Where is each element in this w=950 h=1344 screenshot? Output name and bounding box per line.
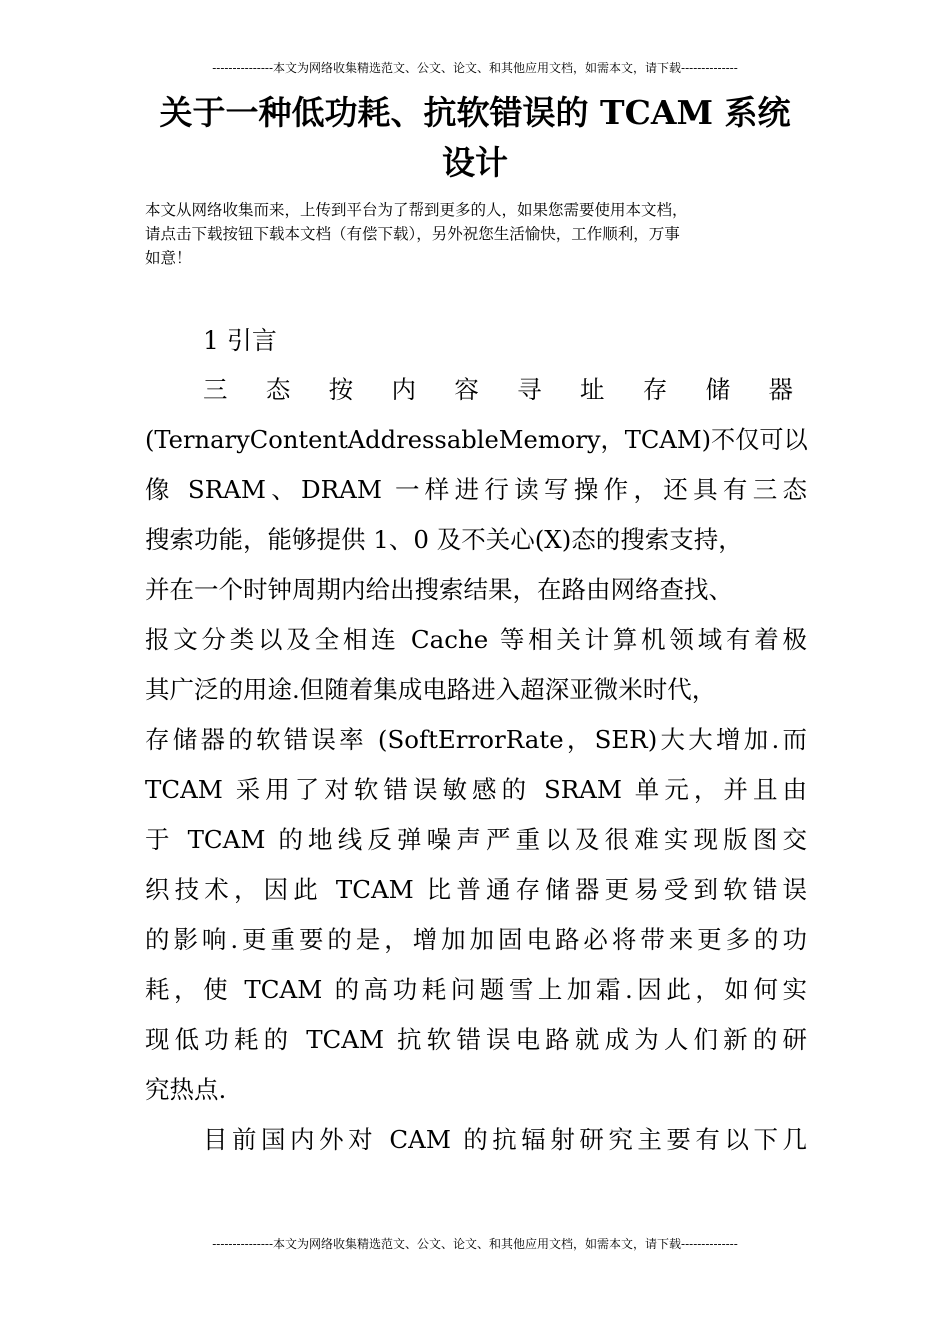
paragraph-line: 究热点. [145, 1075, 227, 1104]
notice-line: 请点击下载按钮下载本文档（有偿下载），另外祝您生活愉快，工作顺利，万事 [145, 225, 680, 243]
paragraph-line: 于 TCAM 的地线反弹噪声严重以及很难实现版图交 [145, 825, 807, 854]
paragraph-line: 其广泛的用途.但随着集成电路进入超深亚微米时代， [145, 675, 717, 704]
notice-line: 如意！ [145, 249, 192, 267]
paragraph-line: 的影响.更重要的是，增加加固电路必将带来更多的功 [145, 925, 807, 954]
section-heading: 1 引言 [203, 326, 277, 355]
paragraph-line: 耗，使 TCAM 的高功耗问题雪上加霜.因此，如何实 [145, 975, 807, 1004]
paragraph-line: 搜索功能，能够提供 1、0 及不关心(X)态的搜索支持， [145, 525, 743, 554]
page-header: ---------------本文为网络收集精选范文、公文、论文、和其他应用文档，如需本文，请下载-------------- [212, 61, 738, 75]
paragraph-line: 现低功耗的 TCAM 抗软错误电路就成为人们新的研 [145, 1025, 807, 1054]
paragraph-line: 目前国内外对 CAM 的抗辐射研究主要有以下几 [203, 1125, 807, 1154]
paragraph-line: 报文分类以及全相连 Cache 等相关计算机领域有着极 [145, 625, 807, 654]
download-notice [145, 198, 807, 270]
paragraph-line: 并在一个时钟周期内给出搜索结果，在路由网络查找、 [145, 575, 733, 604]
document-title: 关于一种低功耗、抗软错误的 TCAM 系统设计 [159, 93, 791, 182]
paragraph-line: 织技术，因此 TCAM 比普通存储器更易受到软错误 [145, 875, 807, 904]
paragraph-line: TCAM 采用了对软错误敏感的 SRAM 单元，并且由 [145, 775, 807, 804]
notice-line: 本文从网络收集而来，上传到平台为了帮到更多的人，如果您需要使用本文档， [145, 201, 688, 219]
paragraph-line: 存储器的软错误率 (SoftErrorRate，SER)大大增加.而 [145, 725, 807, 754]
paragraph-line: 三态按内容寻址存储器 [203, 375, 807, 404]
paragraph-line: (TernaryContentAddressableMemory，TCAM)不仅可以 [145, 425, 808, 454]
page-footer: ---------------本文为网络收集精选范文、公文、论文、和其他应用文档，如需本文，请下载-------------- [212, 1237, 738, 1251]
paragraph-line: 像 SRAM、DRAM 一样进行读写操作，还具有三态 [145, 475, 807, 504]
